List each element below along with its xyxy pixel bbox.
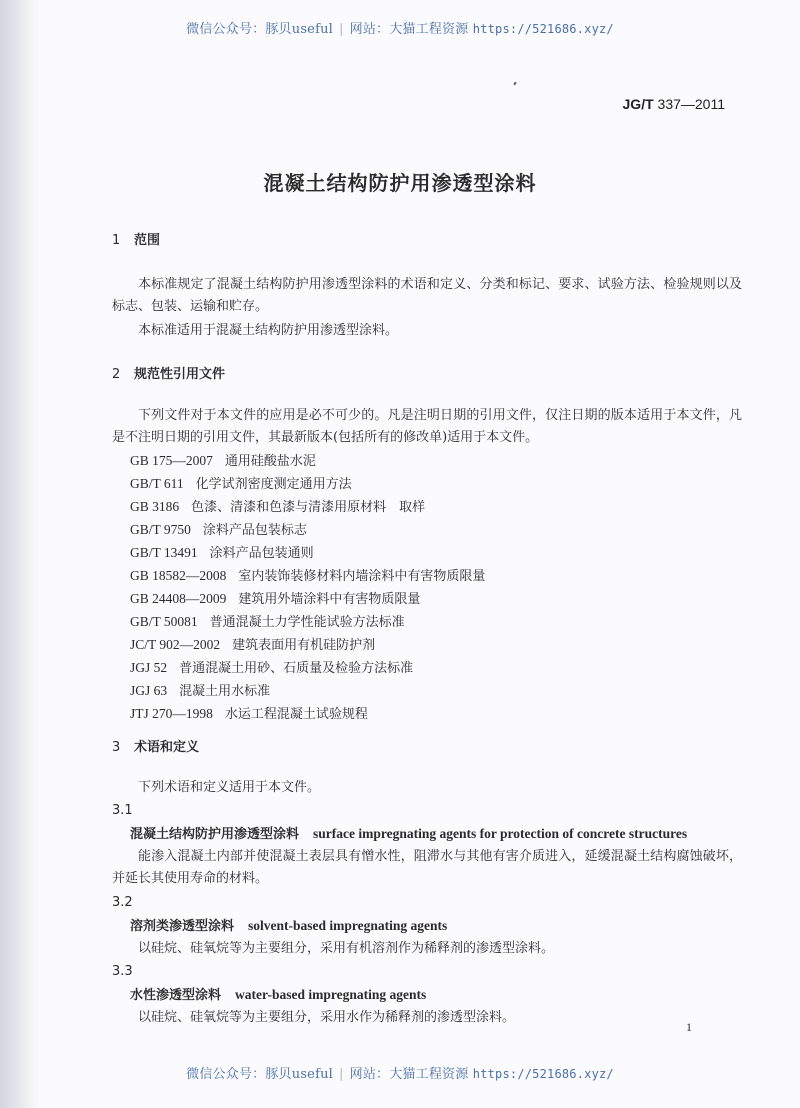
reference-code: GB 175—2007 — [130, 453, 213, 468]
reference-item — [130, 565, 485, 588]
term-definition: 以硅烷、硅氧烷等为主要组分，采用有机溶剂作为稀释剂的渗透型涂料。 — [138, 941, 555, 956]
reference-title: 水运工程混凝土试验规程 — [224, 707, 368, 722]
reference-title: 涂料产品包装通则 — [209, 546, 314, 561]
term-english: water-based impregnating agents — [235, 987, 427, 1002]
reference-code: JTJ 270—1998 — [130, 706, 213, 721]
watermark-site: 网站：大猫工程资源 — [349, 22, 469, 37]
clause-number: 3.1 — [112, 803, 133, 818]
standard-prefix: JG/T — [622, 96, 654, 112]
section-1-heading — [112, 230, 160, 252]
reference-code: GB/T 9750 — [130, 522, 191, 537]
reference-title: 混凝土用水标准 — [179, 684, 271, 699]
standard-number: 337—2011 — [657, 96, 725, 112]
watermark-bottom — [0, 1063, 800, 1082]
section-title: 术语和定义 — [134, 740, 200, 755]
term-english: solvent-based impregnating agents — [248, 918, 448, 933]
reference-title: 建筑表面用有机硅防护剂 — [232, 638, 376, 653]
reference-item — [130, 542, 314, 565]
clause-number: 3.3 — [112, 964, 133, 979]
section-2-heading — [112, 364, 225, 386]
section-2-intro: 下列文件对于本文件的应用是必不可少的。凡是注明日期的引用文件，仅注日期的版本适用于本文件，凡是不注明日期的引用文件，其最新版本(包括所有的修改单)适用于本文件。 — [112, 408, 742, 445]
watermark-top — [0, 18, 800, 37]
term-heading — [130, 915, 447, 938]
reference-title: 建筑用外墙涂料中有害物质限量 — [238, 592, 421, 607]
term-chinese: 混凝土结构防护用渗透型涂料 — [130, 827, 300, 842]
clause-number: 3.2 — [112, 895, 133, 910]
section-1-paragraph-1: 本标准规定了混凝土结构防护用渗透型涂料的术语和定义、分类和标记、要求、试验方法、检验规则以及标志、包装、运输和贮存。 — [112, 277, 742, 314]
reference-title: 普通混凝土力学性能试验方法标准 — [209, 615, 405, 630]
standard-code — [623, 96, 725, 112]
reference-item — [130, 450, 316, 473]
watermark-wechat: 微信公众号：豚贝useful — [186, 1067, 334, 1082]
document-title: 混凝土结构防护用渗透型涂料 — [263, 171, 537, 195]
reference-code: JGJ 52 — [130, 660, 168, 675]
term-chinese: 溶剂类渗透型涂料 — [130, 919, 235, 934]
reference-title: 室内装饰装修材料内墙涂料中有害物质限量 — [238, 569, 486, 584]
term-definition: 能渗入混凝土内部并使混凝土表层具有憎水性，阻滞水与其他有害介质进入，延缓混凝土结构腐蚀破坏，并延长其使用寿命的材料。 — [112, 849, 742, 886]
term-heading — [130, 984, 426, 1007]
section-title: 范围 — [134, 233, 161, 248]
term-english: surface impregnating agents for protection of concrete structures — [313, 826, 688, 841]
watermark-site: 网站：大猫工程资源 — [349, 1067, 469, 1082]
watermark-url[interactable]: https://521686.xyz/ — [472, 22, 614, 36]
reference-title: 通用硅酸盐水泥 — [224, 454, 316, 469]
reference-code: GB 18582—2008 — [130, 568, 227, 583]
section-3-intro: 下列术语和定义适用于本文件。 — [138, 780, 321, 795]
term-definition: 以硅烷、硅氧烷等为主要组分，采用水作为稀释剂的渗透型涂料。 — [138, 1010, 516, 1025]
reference-title: 化学试剂密度测定通用方法 — [195, 477, 352, 492]
reference-item — [130, 496, 425, 519]
section-number: 3 — [112, 740, 121, 755]
reference-code: JC/T 902—2002 — [130, 637, 221, 652]
section-1-paragraph-2: 本标准适用于混凝土结构防护用渗透型涂料。 — [138, 323, 399, 338]
reference-code: GB/T 611 — [130, 476, 184, 491]
reference-item — [130, 473, 352, 496]
term-chinese: 水性渗透型涂料 — [130, 988, 222, 1003]
reference-code: GB 3186 — [130, 499, 180, 514]
page-number: 1 — [686, 1020, 692, 1034]
watermark-wechat: 微信公众号：豚贝useful — [186, 22, 334, 37]
watermark-url[interactable]: https://521686.xyz/ — [472, 1067, 614, 1081]
reference-item — [130, 657, 413, 680]
scan-speck — [513, 82, 516, 86]
reference-code: GB 24408—2009 — [130, 591, 227, 606]
section-3-heading — [112, 737, 199, 759]
watermark-separator: | — [339, 22, 344, 37]
reference-title: 涂料产品包装标志 — [202, 523, 307, 538]
reference-item — [130, 611, 405, 634]
reference-code: GB/T 13491 — [130, 545, 198, 560]
reference-item — [130, 680, 270, 703]
reference-item — [130, 519, 307, 542]
reference-title: 普通混凝土用砂、石质量及检验方法标准 — [179, 661, 414, 676]
reference-title: 色漆、清漆和色漆与清漆用原材料 取样 — [191, 500, 426, 515]
section-number: 2 — [112, 367, 121, 382]
section-title: 规范性引用文件 — [134, 367, 226, 382]
reference-code: GB/T 50081 — [130, 614, 198, 629]
term-heading — [130, 823, 687, 846]
reference-item — [130, 703, 368, 726]
reference-code: JGJ 63 — [130, 683, 168, 698]
section-number: 1 — [112, 233, 121, 248]
watermark-separator: | — [339, 1067, 344, 1082]
reference-item — [130, 588, 420, 611]
reference-item — [130, 634, 375, 657]
